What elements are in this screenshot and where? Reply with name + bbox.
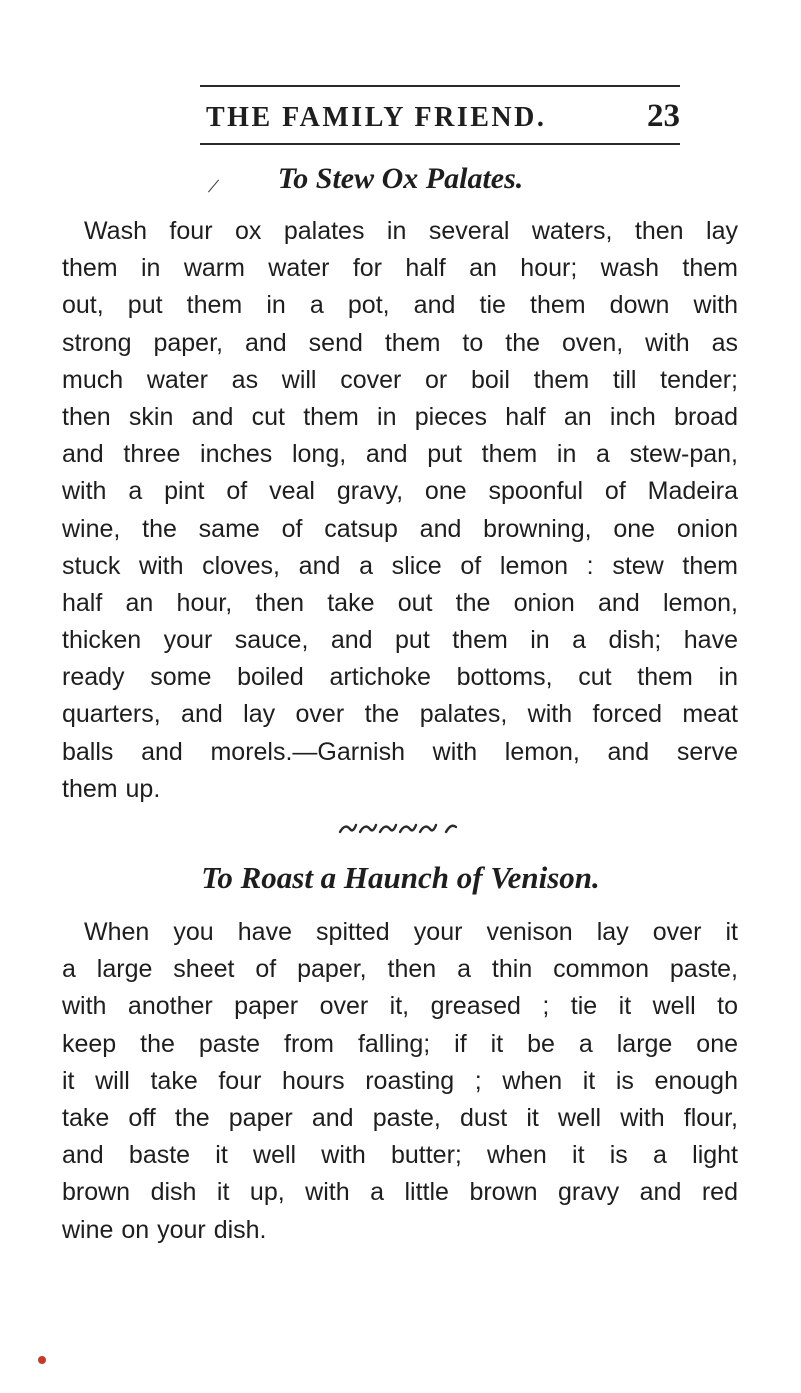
text-line: out, put them in a pot, and tie them down with — [62, 291, 738, 320]
text-line: them in warm water for half an hour; wash them — [62, 254, 738, 283]
header-rule-bottom — [200, 143, 680, 145]
text-line: thicken your sauce, and put them in a dish; have — [62, 626, 738, 655]
recipe-heading-venison: To Roast a Haunch of Venison. — [201, 860, 600, 895]
ink-speck — [38, 1356, 46, 1364]
text-line: with a pint of veal gravy, one spoonful of Madeira — [62, 477, 738, 506]
text-line: wine, the same of catsup and browning, one onion — [62, 514, 738, 543]
running-head — [200, 96, 680, 136]
text-line: half an hour, then take out the onion and lemon, — [62, 588, 738, 617]
recipe-heading-ox-palates: To Stew Ox Palates. — [277, 162, 524, 195]
text-line: them up. — [62, 774, 161, 803]
text-line: strong paper, and send them to the oven, with as — [62, 328, 738, 357]
header-rule-top — [200, 85, 680, 87]
text-line: take off the paper and paste, dust it well with flour, — [62, 1103, 738, 1132]
text-line: brown dish it up, with a little brown gravy and red — [62, 1178, 738, 1207]
text-line: keep the paste from falling; if it be a large one — [62, 1029, 738, 1058]
text-line: and three inches long, and put them in a stew-pan, — [62, 440, 738, 469]
page-number: 23 — [647, 98, 680, 134]
text-line: and baste it well with butter; when it is a light — [62, 1141, 738, 1170]
text-line: ready some boiled artichoke bottoms, cut them in — [62, 663, 738, 692]
text-line: it will take four hours roasting ; when it is enough — [62, 1066, 738, 1095]
text-line: much water as will cover or boil them till tender; — [62, 365, 738, 394]
recipe-body-ox-palates — [62, 213, 738, 808]
ornament-svg — [336, 819, 466, 837]
text-line: quarters, and lay over the palates, with forced meat — [62, 700, 738, 729]
recipe-body-venison — [62, 914, 738, 1249]
text-line: a large sheet of paper, then a thin common paste, — [62, 955, 738, 984]
text-line: Wash four ox palates in several waters, then lay — [84, 217, 738, 245]
text-line: When you have spitted your venison lay over it — [84, 918, 738, 946]
text-line: with another paper over it, greased ; tie it well to — [62, 992, 738, 1021]
text-line: stuck with cloves, and a slice of lemon : stew them — [62, 551, 738, 580]
text-line: balls and morels.—Garnish with lemon, and serve — [62, 737, 738, 766]
printer-ornament-icon — [0, 818, 801, 843]
text-line: then skin and cut them in pieces half an inch broad — [62, 402, 738, 431]
running-title: THE FAMILY FRIEND. — [206, 102, 547, 133]
text-line: wine on your dish. — [62, 1215, 267, 1244]
